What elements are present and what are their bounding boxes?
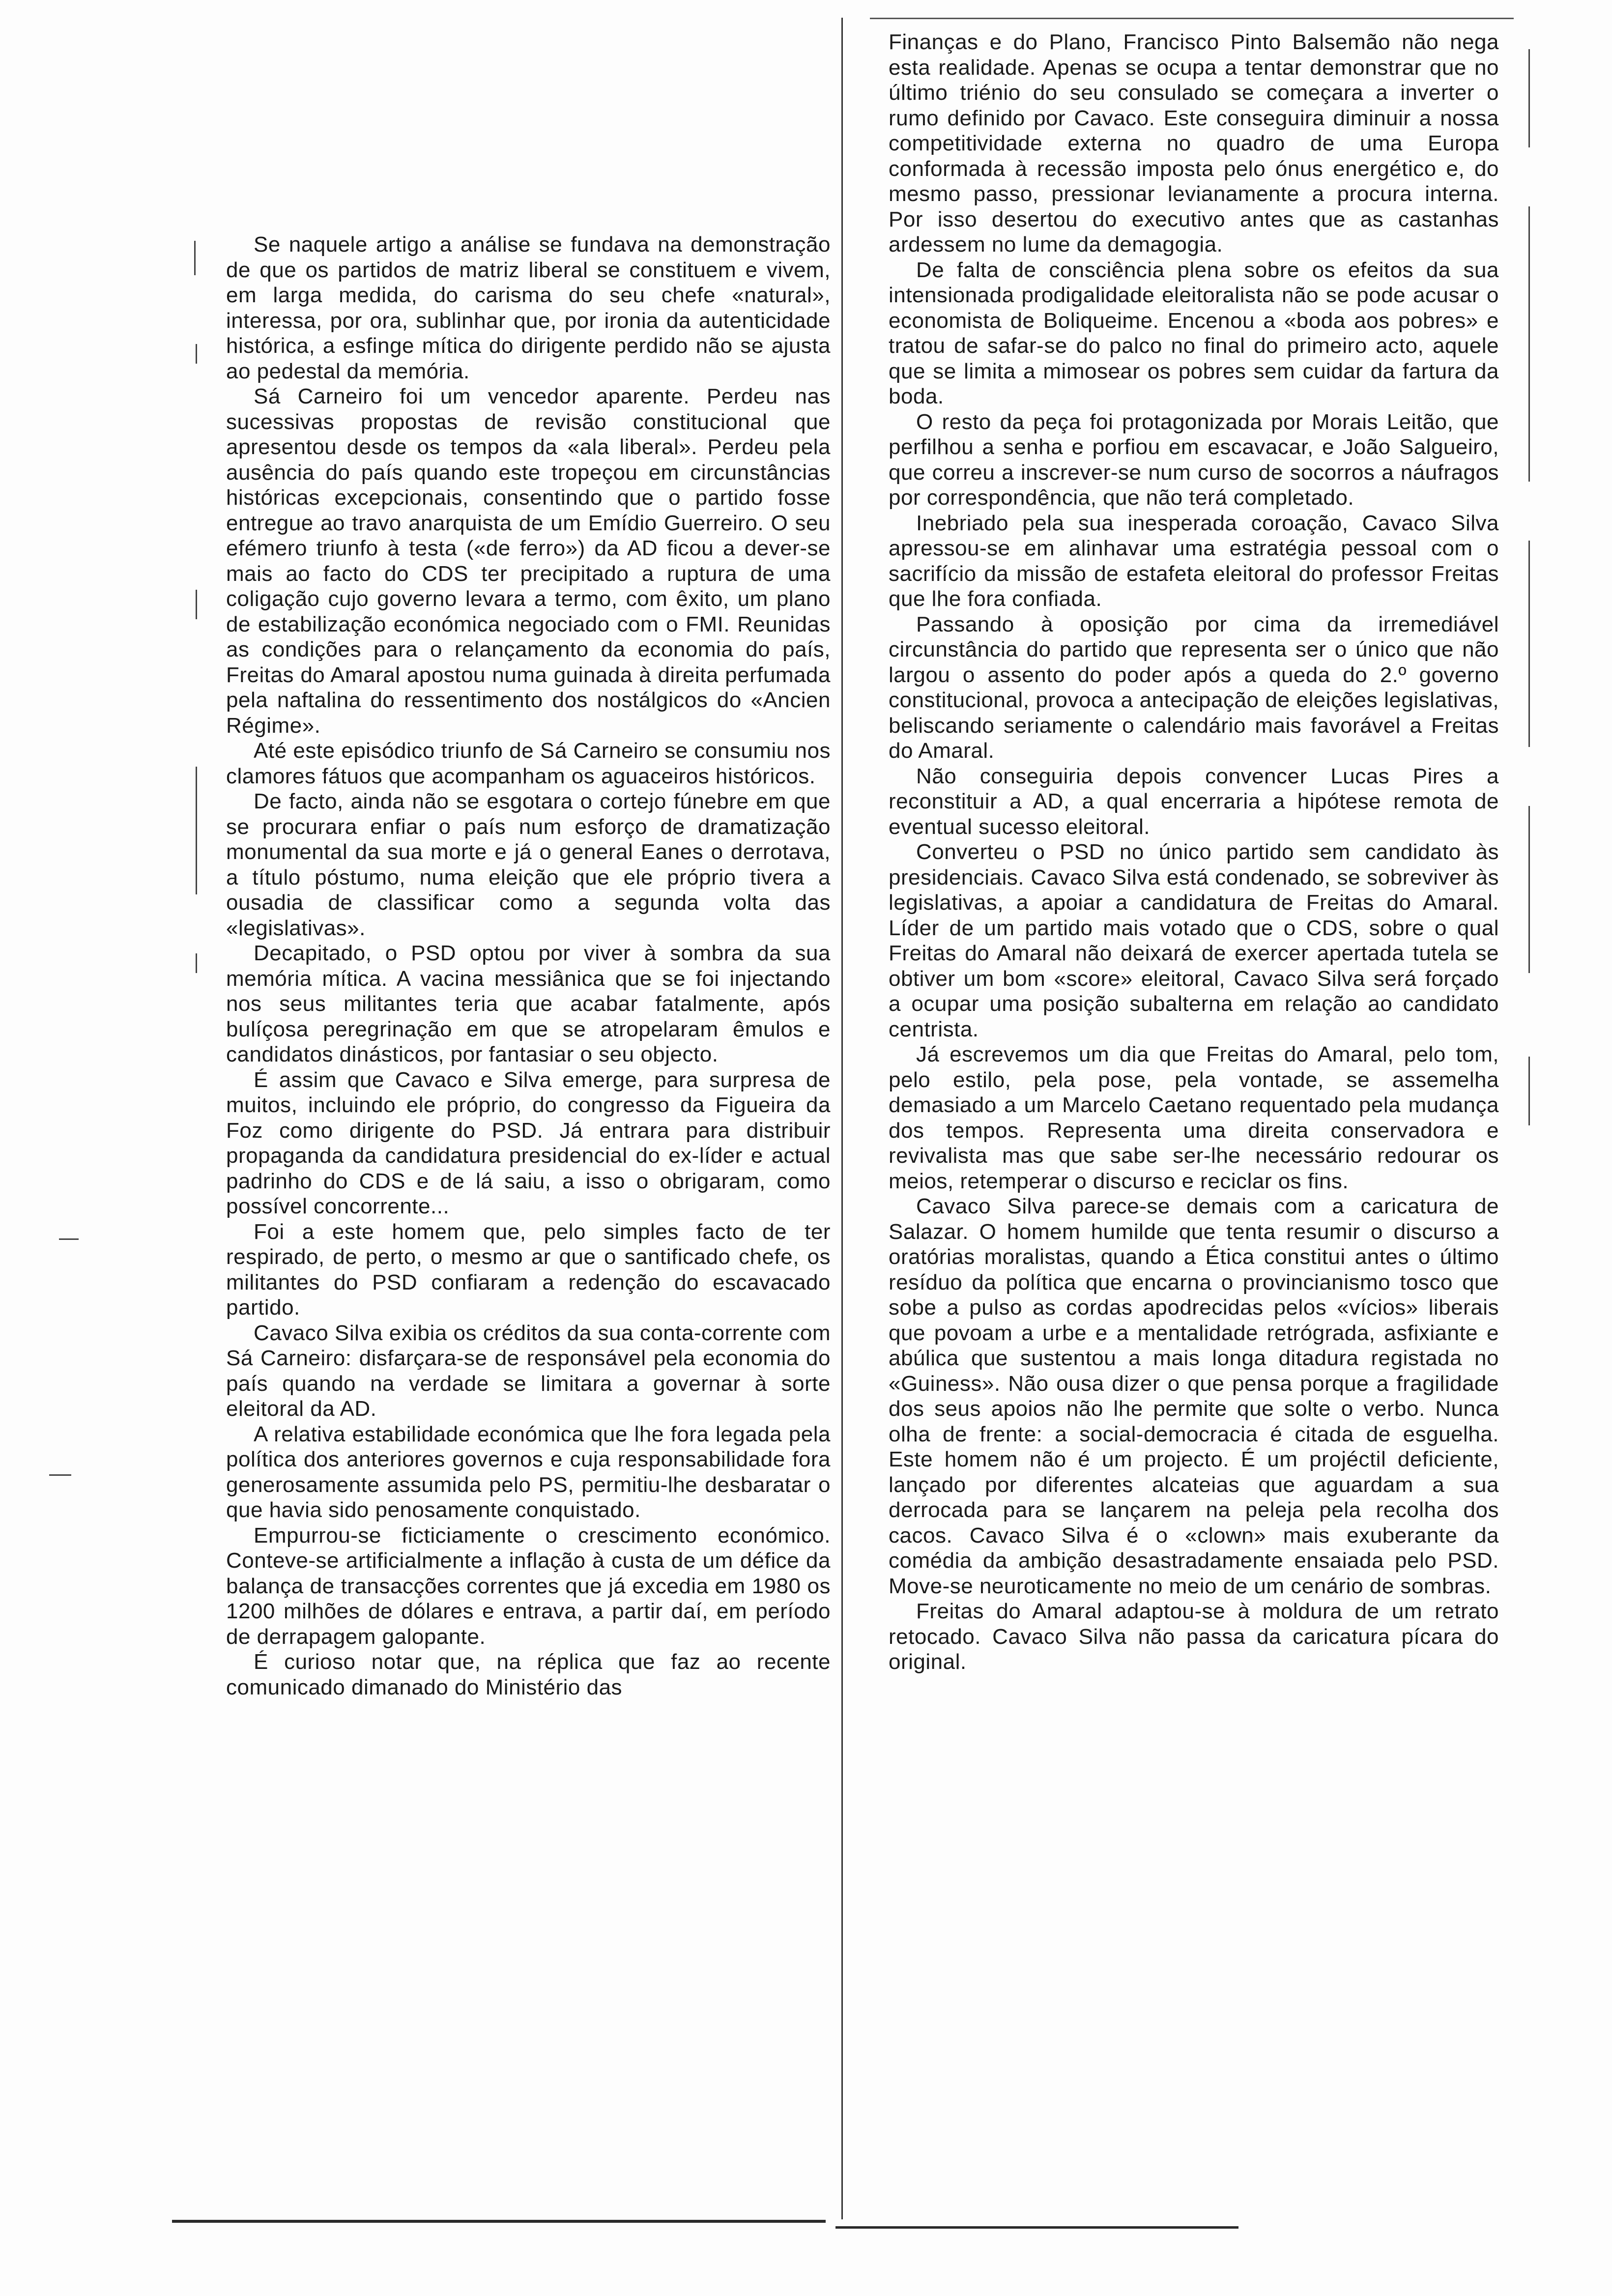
- paragraph-continued: Finanças e do Plano, Francisco Pinto Balsemão não nega esta realidade. Apenas se ocupa a tentar demonstrar que no último triénio do seu consulado se começara a inverter o rumo definido por Cavaco. Este conseguira diminuir a nossa competitividade externa no quadro de uma Europa conformada à recessão imposta pelo ónus energético e, do mesmo passo, pressionar levianamente a procura interna. Por isso desertou do executivo antes que as castanhas ardessem no lume da demagogia.: [889, 30, 1499, 257]
- paragraph: Empurrou-se ficticiamente o crescimento económico. Conteve-se artificialmente a inflação à custa de um défice da balança de transacções correntes que já excedia em 1980 os 1200 milhões de dólares e entrava, a partir daí, em período de derrapagem galopante.: [226, 1523, 831, 1649]
- margin-mark: [196, 767, 197, 894]
- paragraph: Freitas do Amaral adaptou-se à moldura de um retrato retocado. Cavaco Silva não passa da caricatura pícara do original.: [889, 1599, 1499, 1674]
- paragraph: Até este episódico triunfo de Sá Carneiro se consumiu nos clamores fátuos que acompanham os aguaceiros históricos.: [226, 739, 831, 788]
- paragraph: É assim que Cavaco e Silva emerge, para surpresa de muitos, incluindo ele próprio, do congresso da Figueira da Foz como dirigente do PSD. Já entrara para distribuir propaganda da candidatura presidencial do ex-líder e actual padrinho do CDS e de lá saiu, a isso o obrigaram, como possível concorrente...: [226, 1067, 831, 1218]
- paragraph: Sá Carneiro foi um vencedor aparente. Perdeu nas sucessivas propostas de revisão constitucional que apresentou desde os tempos da «ala liberal». Perdeu pela ausência do país quando este tropeçou em circunstâncias históricas excepcionais, consentindo que o partido fosse entregue ao travo anarquista de um Emídio Guerreiro. O seu efémero triunfo à testa («de ferro») da AD ficou a dever-se mais ao facto do CDS ter precipitado a ruptura de uma coligação cujo governo levara a termo, com êxito, um plano de estabilização económica negociado com o FMI. Reunidas as condições para o relançamento da economia do país, Freitas do Amaral apostou numa guinada à direita perfumada pela naftalina do ressentimento dos nostálgicos do «Ancien Régime».: [226, 384, 831, 738]
- margin-mark: [196, 953, 197, 973]
- paragraph: Inebriado pela sua inesperada coroação, Cavaco Silva apressou-se em alinhavar uma estratégia pessoal com o sacrifício da missão de estafeta eleitoral do professor Freitas que lhe fora confiada.: [889, 511, 1499, 611]
- top-rule: [870, 18, 1514, 19]
- bottom-rule-right: [835, 2226, 1238, 2229]
- margin-mark: [1528, 541, 1530, 747]
- paragraph: É curioso notar que, na réplica que faz ao recente comunicado dimanado do Ministério das: [226, 1650, 831, 1699]
- left-column: [226, 232, 831, 1700]
- paragraph: Decapitado, o PSD optou por viver à sombra da sua memória mítica. A vacina messiânica que se foi injectando nos seus militantes teria que acabar fatalmente, após bulíçosa peregrinação em que se atropelaram êmulos e candidatos dinásticos, por fantasiar o seu objecto.: [226, 941, 831, 1066]
- margin-mark: [1528, 1057, 1530, 1125]
- paragraph: Se naquele artigo a análise se fundava na demonstração de que os partidos de matriz liberal se constituem e vivem, em larga medida, do carisma do seu chefe «natural», interessa, por ora, sublinhar que, por ironia da autenticidade histórica, a esfinge mítica do dirigente perdido não se ajusta ao pedestal da memória.: [226, 232, 831, 383]
- paragraph: A relativa estabilidade económica que lhe fora legada pela política dos anteriores governos e cuja responsabilidade fora generosamente assumida pelo PS, permitiu-lhe desbaratar o que havia sido penosamente conquistado.: [226, 1422, 831, 1522]
- column-divider: [841, 18, 843, 2219]
- margin-mark: [1528, 806, 1530, 973]
- margin-mark: [1528, 206, 1530, 482]
- paragraph: Não conseguiria depois convencer Lucas Pires a reconstituir a AD, a qual encerraria a hipótese remota de eventual sucesso eleitoral.: [889, 764, 1499, 839]
- paragraph: De facto, ainda não se esgotara o cortejo fúnebre em que se procurara enfiar o país num esforço de dramatização monumental da sua morte e já o general Eanes o derrotava, a título póstumo, numa eleição que ele próprio tivera a ousadia de classificar como a segunda volta das «legislativas».: [226, 789, 831, 940]
- paragraph: Foi a este homem que, pelo simples facto de ter respirado, de perto, o mesmo ar que o santificado chefe, os militantes do PSD confiaram a redenção do escavacado partido.: [226, 1219, 831, 1320]
- margin-mark: [194, 241, 196, 275]
- paragraph: Cavaco Silva parece-se demais com a caricatura de Salazar. O homem humilde que tenta resumir o discurso a oratórias moralistas, quando a Ética constitui antes o último resíduo da política que encarna o provincianismo tosco que sobe a pulso as cordas apodrecidas pelos «vícios» liberais que povoam a urbe e a mentalidade retrógrada, asfixiante e abúlica que sustentou a mais longa ditadura registada no «Guiness». Não ousa dizer o que pensa porque a fragilidade dos seus apoios não lhe permite que solte o verbo. Nunca olha de frente: a social-democracia é citada de esguelha. Este homem não é um projecto. É um projéctil deficiente, lançado por diferentes alcateias que aguardam a sua derrocada para se lançarem na peleja pela recolha dos cacos. Cavaco Silva é o «clown» mais exuberante da comédia da ambição desastradamente ensaiada pelo PSD. Move-se neuroticamente no meio de um cenário de sombras.: [889, 1194, 1499, 1598]
- margin-mark: [196, 590, 197, 619]
- paragraph: Cavaco Silva exibia os créditos da sua conta-corrente com Sá Carneiro: disfarçara-se de responsável pela economia do país quando na verdade se limitara a governar à sorte eleitoral da AD.: [226, 1320, 831, 1421]
- paragraph: Converteu o PSD no único partido sem candidato às presidenciais. Cavaco Silva está condenado, se sobreviver às legislativas, a apoiar a candidatura de Freitas do Amaral. Líder de um partido mais votado que o CDS, sobre o qual Freitas do Amaral não deixará de exercer apertada tutela se obtiver um bom «score» eleitoral, Cavaco Silva será forçado a ocupar uma posição subalterna em relação ao candidato centrista.: [889, 840, 1499, 1041]
- paragraph: Já escrevemos um dia que Freitas do Amaral, pelo tom, pelo estilo, pela pose, pela vontade, se assemelha demasiado a um Marcelo Caetano requentado pela mudança dos tempos. Representa uma direita conservadora e revivalista mas que sabe ser-lhe necessário redourar os meios, retemperar o discurso e reciclar os fins.: [889, 1042, 1499, 1193]
- margin-mark: [1528, 49, 1530, 147]
- paragraph: De falta de consciência plena sobre os efeitos da sua intensionada prodigalidade eleitoralista não se pode acusar o economista de Boliqueime. Encenou a «boda aos pobres» e tratou de safar-se do palco no final do primeiro acto, aquele que se limita a mimosear os pobres sem cuidar da fartura da boda.: [889, 258, 1499, 408]
- margin-mark: [59, 1238, 79, 1240]
- paragraph: Passando à oposição por cima da irremediável circunstância do partido que representa ser o único que não largou o assento do poder após a queda do 2.º governo constitucional, provoca a antecipação de eleições legislativas, beliscando seriamente o calendário mais favorável a Freitas do Amaral.: [889, 612, 1499, 763]
- margin-mark: [49, 1474, 71, 1476]
- bottom-rule-left: [172, 2220, 826, 2223]
- paragraph: O resto da peça foi protagonizada por Morais Leitão, que perfilhou a senha e porfiou em escavacar, e João Salgueiro, que correu a inscrever-se num curso de socorros a náufragos por correspondência, que não terá completado.: [889, 409, 1499, 510]
- right-column: [889, 29, 1499, 1675]
- margin-mark: [196, 344, 197, 364]
